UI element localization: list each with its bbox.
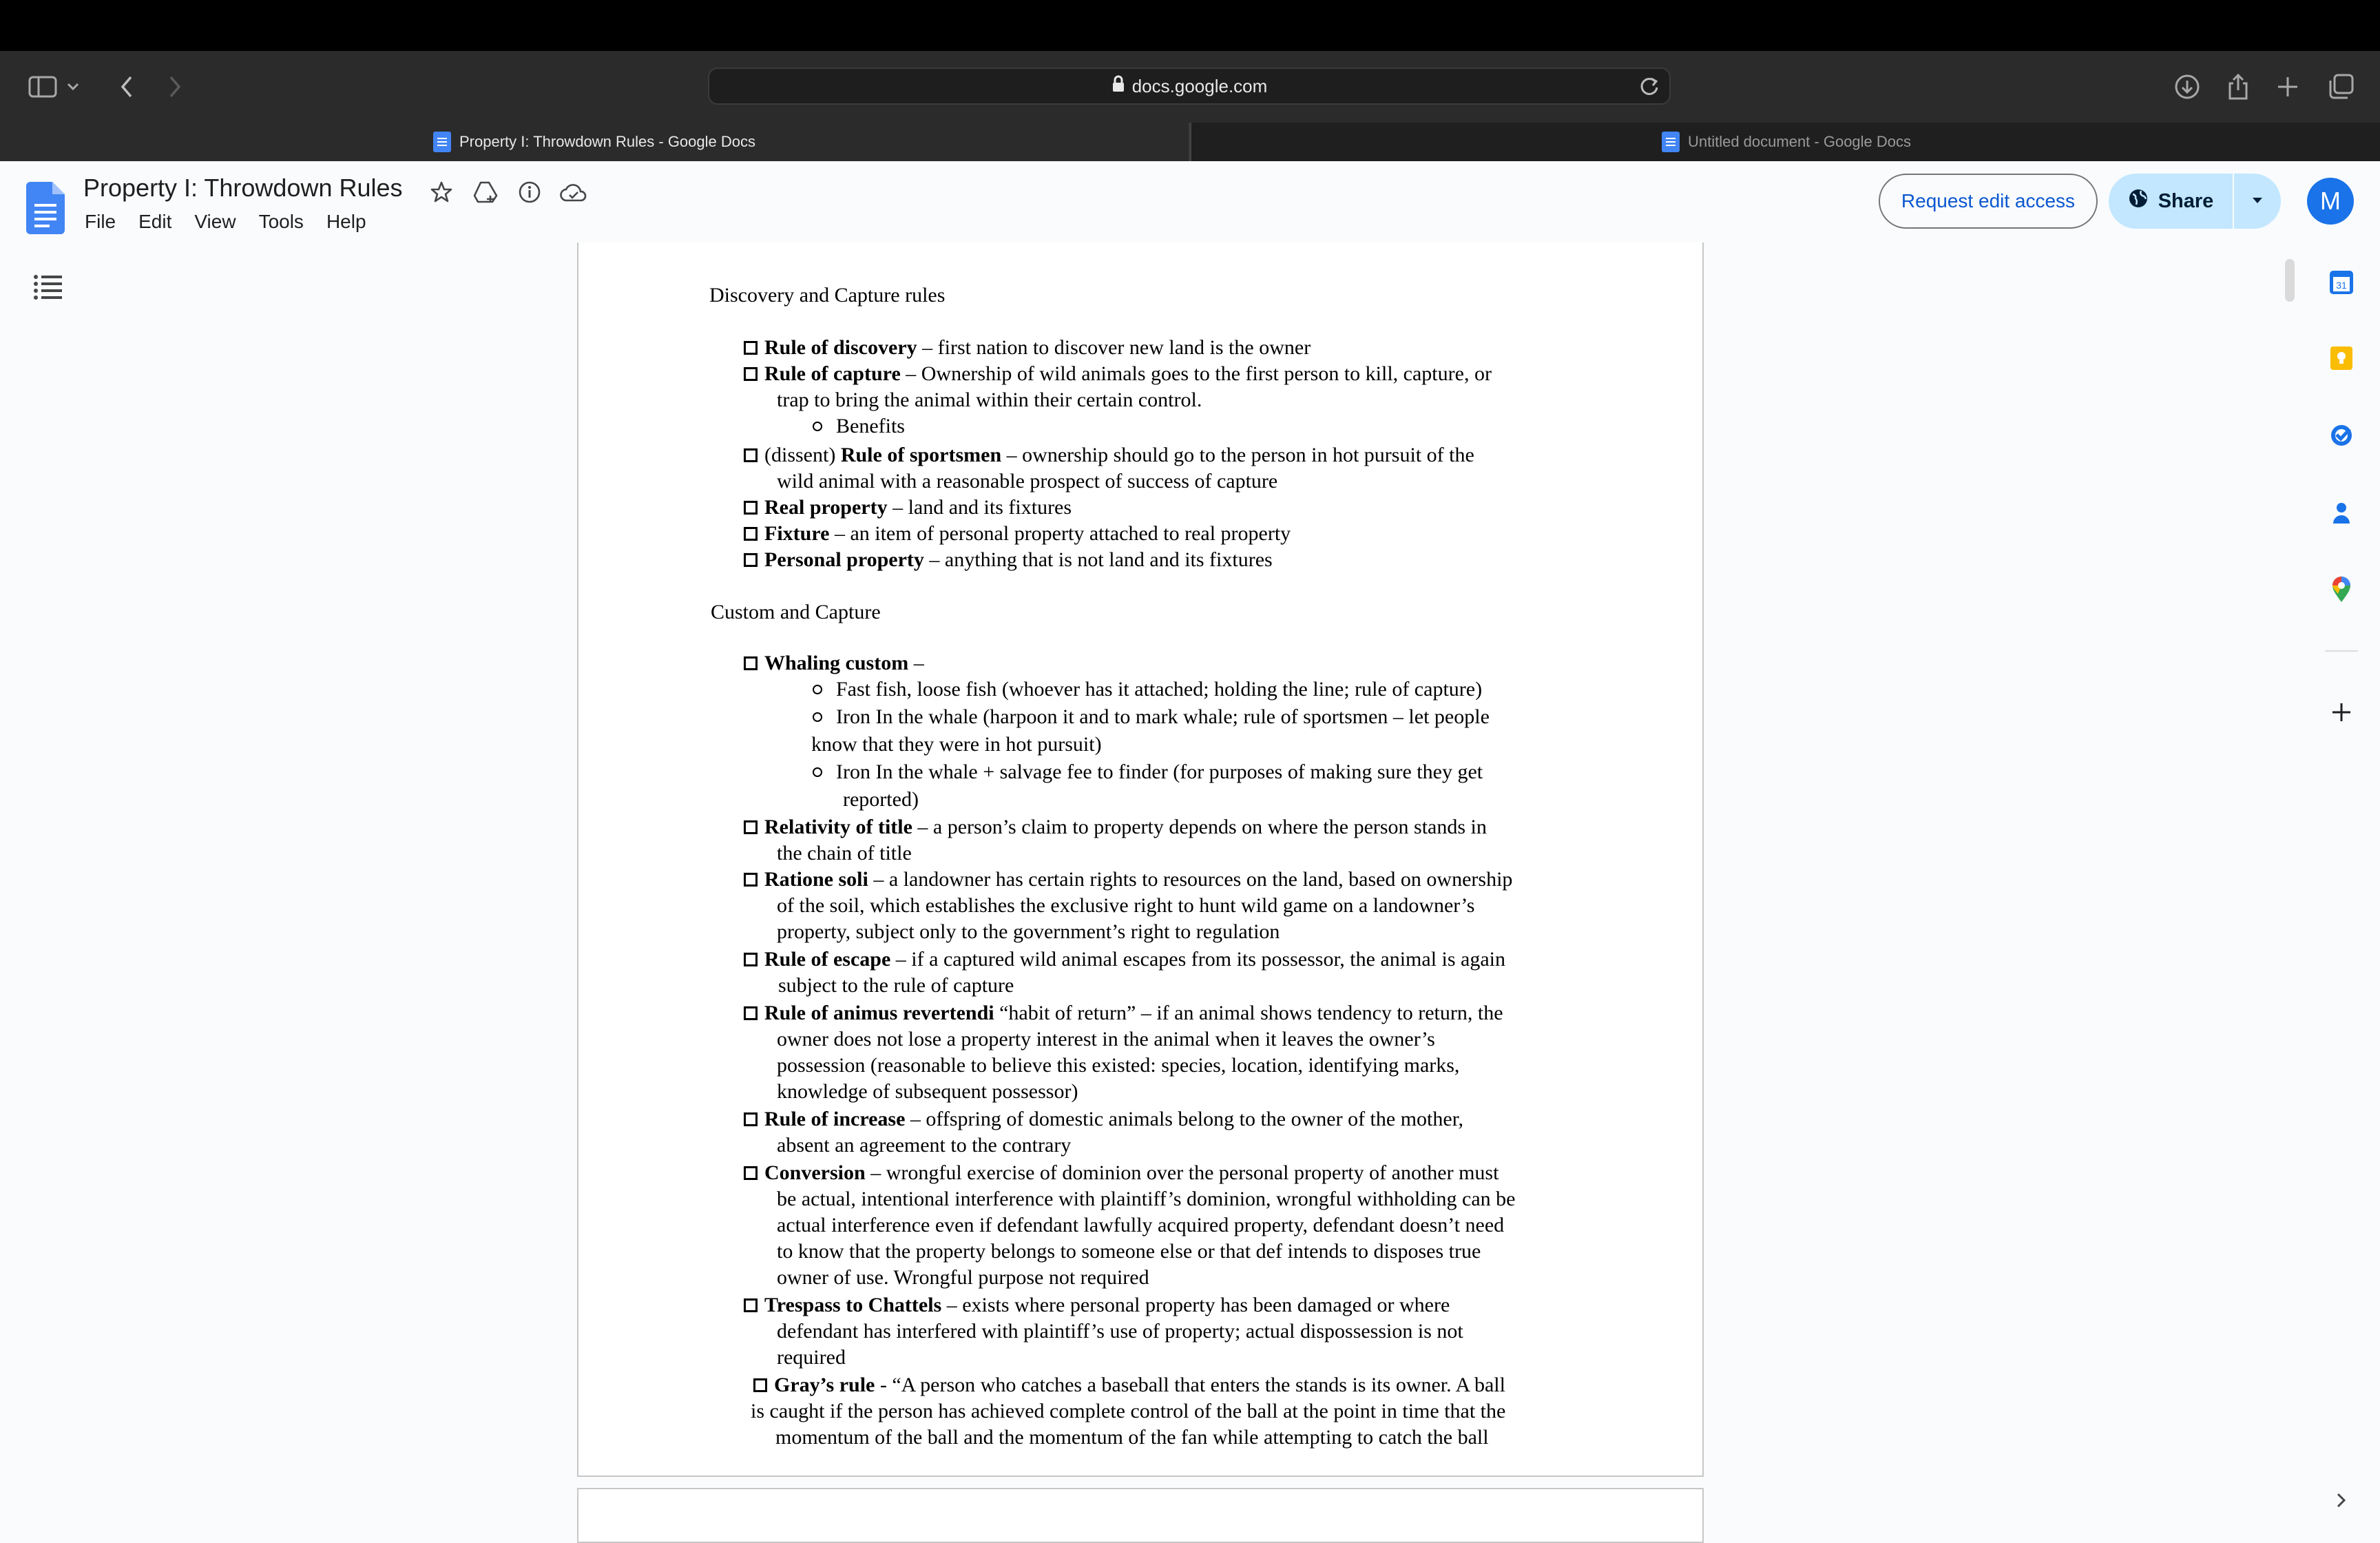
list-item: Rule of discovery – first nation to discover new land is the owner — [744, 335, 1311, 361]
share-button[interactable] — [2109, 174, 2234, 229]
list-item: Rule of increase – offspring of domestic animals belong to the owner of the mother, — [744, 1106, 1463, 1132]
menu-file[interactable]: File — [85, 211, 116, 232]
keep-icon[interactable] — [2324, 340, 2359, 376]
list-item-continuation: owner does not lose a property interest in the animal when it leaves the owner’s — [777, 1028, 1435, 1050]
new-tab-icon[interactable] — [2268, 69, 2307, 105]
star-icon[interactable] — [426, 176, 457, 208]
sub-list-item: Benefits — [813, 413, 905, 439]
forward-icon[interactable] — [156, 69, 194, 105]
calendar-icon[interactable] — [2324, 265, 2359, 300]
bullet-icon — [813, 712, 822, 722]
document-page-next[interactable] — [577, 1488, 1704, 1543]
checkbox-icon — [744, 367, 758, 381]
bullet-icon — [813, 685, 822, 694]
sub-list-item: Iron In the whale (harpoon it and to mark whale; rule of sportsmen – let people — [813, 704, 1490, 730]
sub-list-item-continuation: reported) — [843, 788, 919, 811]
checkbox-icon — [744, 953, 758, 966]
checkbox-icon — [744, 448, 758, 462]
sub-list-item: Iron In the whale + salvage fee to finder (for purposes of making sure they get — [813, 759, 1483, 785]
url-text: docs.google.com — [1131, 75, 1268, 96]
google-docs-favicon-icon — [1662, 132, 1680, 152]
sub-list-item-continuation: know that they were in hot pursuit) — [811, 733, 1102, 756]
side-panel-divider — [2325, 650, 2358, 652]
google-docs-logo-icon[interactable] — [26, 182, 65, 234]
list-item: Ratione soli – a landowner has certain rights to resources on the land, based on ownership — [744, 867, 1512, 893]
list-item-continuation: of the soil, which establishes the exclusive right to hunt wild game on a landowner’s — [777, 894, 1475, 917]
bullet-icon — [813, 767, 822, 777]
back-icon[interactable] — [107, 69, 146, 105]
list-item-continuation: actual interference even if defendant lawfully acquired property, defendant doesn’t need — [777, 1214, 1505, 1236]
checkbox-icon — [744, 873, 758, 887]
sub-list-item: Fast fish, loose fish (whoever has it attached; holding the line; rule of capture) — [813, 676, 1482, 703]
share-dropdown-button[interactable] — [2234, 174, 2281, 229]
tab-untitled-document[interactable] — [1190, 123, 2380, 161]
bullet-icon — [813, 422, 822, 431]
list-item: (dissent) Rule of sportsmen – ownership should go to the person in hot pursuit of the — [744, 442, 1474, 468]
cloud-saved-icon[interactable] — [558, 176, 589, 208]
tab-bar — [0, 123, 2380, 161]
tasks-icon[interactable] — [2324, 417, 2359, 453]
scrollbar[interactable] — [2285, 259, 2295, 302]
list-item-continuation: required — [777, 1346, 846, 1369]
share-sheet-icon[interactable] — [2219, 69, 2257, 105]
window-top-bar — [0, 0, 2380, 51]
menu-tools[interactable]: Tools — [258, 211, 304, 232]
list-item: Gray’s rule - “A person who catches a baseball that enters the stands is its owner. A ball — [753, 1372, 1505, 1398]
tab-overview-icon[interactable] — [2322, 69, 2361, 105]
checkbox-icon — [744, 527, 758, 541]
share-button-group — [2109, 174, 2281, 229]
lock-icon — [1111, 75, 1125, 98]
checkbox-icon — [744, 1006, 758, 1020]
list-item-continuation: owner of use. Wrongful purpose not required — [777, 1266, 1149, 1289]
menu-bar — [85, 211, 389, 233]
maps-icon[interactable] — [2324, 572, 2359, 608]
list-item-continuation: subject to the rule of capture — [778, 974, 1014, 997]
globe-icon — [2128, 188, 2149, 214]
list-item: Fixture – an item of personal property attached to real property — [744, 521, 1291, 547]
menu-view[interactable]: View — [194, 211, 236, 232]
reload-icon[interactable] — [1638, 74, 1661, 98]
contacts-icon[interactable] — [2324, 495, 2359, 530]
list-item: Rule of animus revertendi “habit of return” – if an animal shows tendency to return, the — [744, 1000, 1503, 1026]
list-item-continuation: defendant has interfered with plaintiff’s use of property; actual dispossession is not — [777, 1320, 1463, 1343]
checkbox-icon — [753, 1378, 767, 1392]
document-title[interactable]: Property I: Throwdown Rules — [83, 174, 403, 202]
share-label: Share — [2158, 189, 2214, 212]
calendar-day: 31 — [2336, 280, 2347, 291]
checkbox-icon — [744, 1112, 758, 1126]
heading-discovery-capture: Discovery and Capture rules — [709, 284, 946, 307]
list-item: Personal property – anything that is not land and its fixtures — [744, 547, 1273, 573]
list-item-continuation: possession (reasonable to believe this existed: species, location, identifying marks, — [777, 1054, 1460, 1077]
google-docs-favicon-icon — [433, 132, 451, 152]
checkbox-icon — [744, 553, 758, 567]
list-item: Trespass to Chattels – exists where personal property has been damaged or where — [744, 1292, 1450, 1318]
document-outline-icon[interactable] — [33, 274, 63, 300]
tab-label: Property I: Throwdown Rules - Google Docs — [459, 133, 755, 150]
tab-property-throwdown[interactable] — [0, 123, 1189, 161]
avatar[interactable]: M — [2307, 178, 2354, 225]
list-item-continuation: the chain of title — [777, 842, 912, 864]
caret-down-icon — [2252, 195, 2263, 207]
list-item-continuation: trap to bring the animal within their certain control. — [777, 389, 1202, 411]
list-item-continuation: absent an agreement to the contrary — [777, 1134, 1072, 1157]
list-item-continuation: property, subject only to the government’s right to regulation — [777, 920, 1280, 943]
downloads-icon[interactable] — [2168, 69, 2206, 105]
list-item: Real property – land and its fixtures — [744, 495, 1072, 521]
checkbox-icon — [744, 820, 758, 834]
sidebar-toggle-icon[interactable] — [23, 69, 62, 105]
list-item-continuation: be actual, intentional interference with plaintiff’s dominion, wrongful withholding can be — [777, 1188, 1516, 1210]
list-item: Rule of escape – if a captured wild animal escapes from its possessor, the animal is again — [744, 946, 1505, 973]
add-addon-icon[interactable] — [2324, 694, 2359, 730]
list-item: Whaling custom – — [744, 650, 924, 676]
list-item: Conversion – wrongful exercise of dominion over the personal property of another must — [744, 1160, 1499, 1186]
list-item: Rule of capture – Ownership of wild animals goes to the first person to kill, capture, or — [744, 361, 1492, 387]
chevron-right-icon[interactable] — [2324, 1482, 2359, 1518]
checkbox-icon — [744, 501, 758, 515]
checkbox-icon — [744, 1298, 758, 1312]
list-item-continuation: is caught if the person has achieved complete control of the ball at the point in time that the — [751, 1400, 1506, 1422]
move-to-drive-icon[interactable] — [470, 176, 501, 208]
checkbox-icon — [744, 341, 758, 355]
address-bar[interactable] — [708, 68, 1671, 105]
list-item-continuation: to know that the property belongs to someone else or that def intends to disposes true — [777, 1240, 1481, 1263]
list-item-continuation: wild animal with a reasonable prospect of success of capture — [777, 470, 1278, 493]
tab-label: Untitled document - Google Docs — [1687, 133, 1912, 150]
info-icon[interactable] — [514, 176, 545, 208]
list-item-continuation: momentum of the ball and the momentum of the fan while attempting to catch the ball — [775, 1426, 1489, 1449]
chevron-down-icon[interactable] — [61, 69, 85, 105]
list-item-continuation: knowledge of subsequent possessor) — [777, 1080, 1078, 1103]
request-edit-access-button[interactable]: Request edit access — [1879, 174, 2098, 229]
heading-custom-capture: Custom and Capture — [711, 601, 881, 623]
menu-help[interactable]: Help — [326, 211, 366, 232]
menu-edit[interactable]: Edit — [138, 211, 172, 232]
checkbox-icon — [744, 1166, 758, 1180]
checkbox-icon — [744, 656, 758, 670]
list-item: Relativity of title – a person’s claim to property depends on where the person stands in — [744, 814, 1487, 840]
